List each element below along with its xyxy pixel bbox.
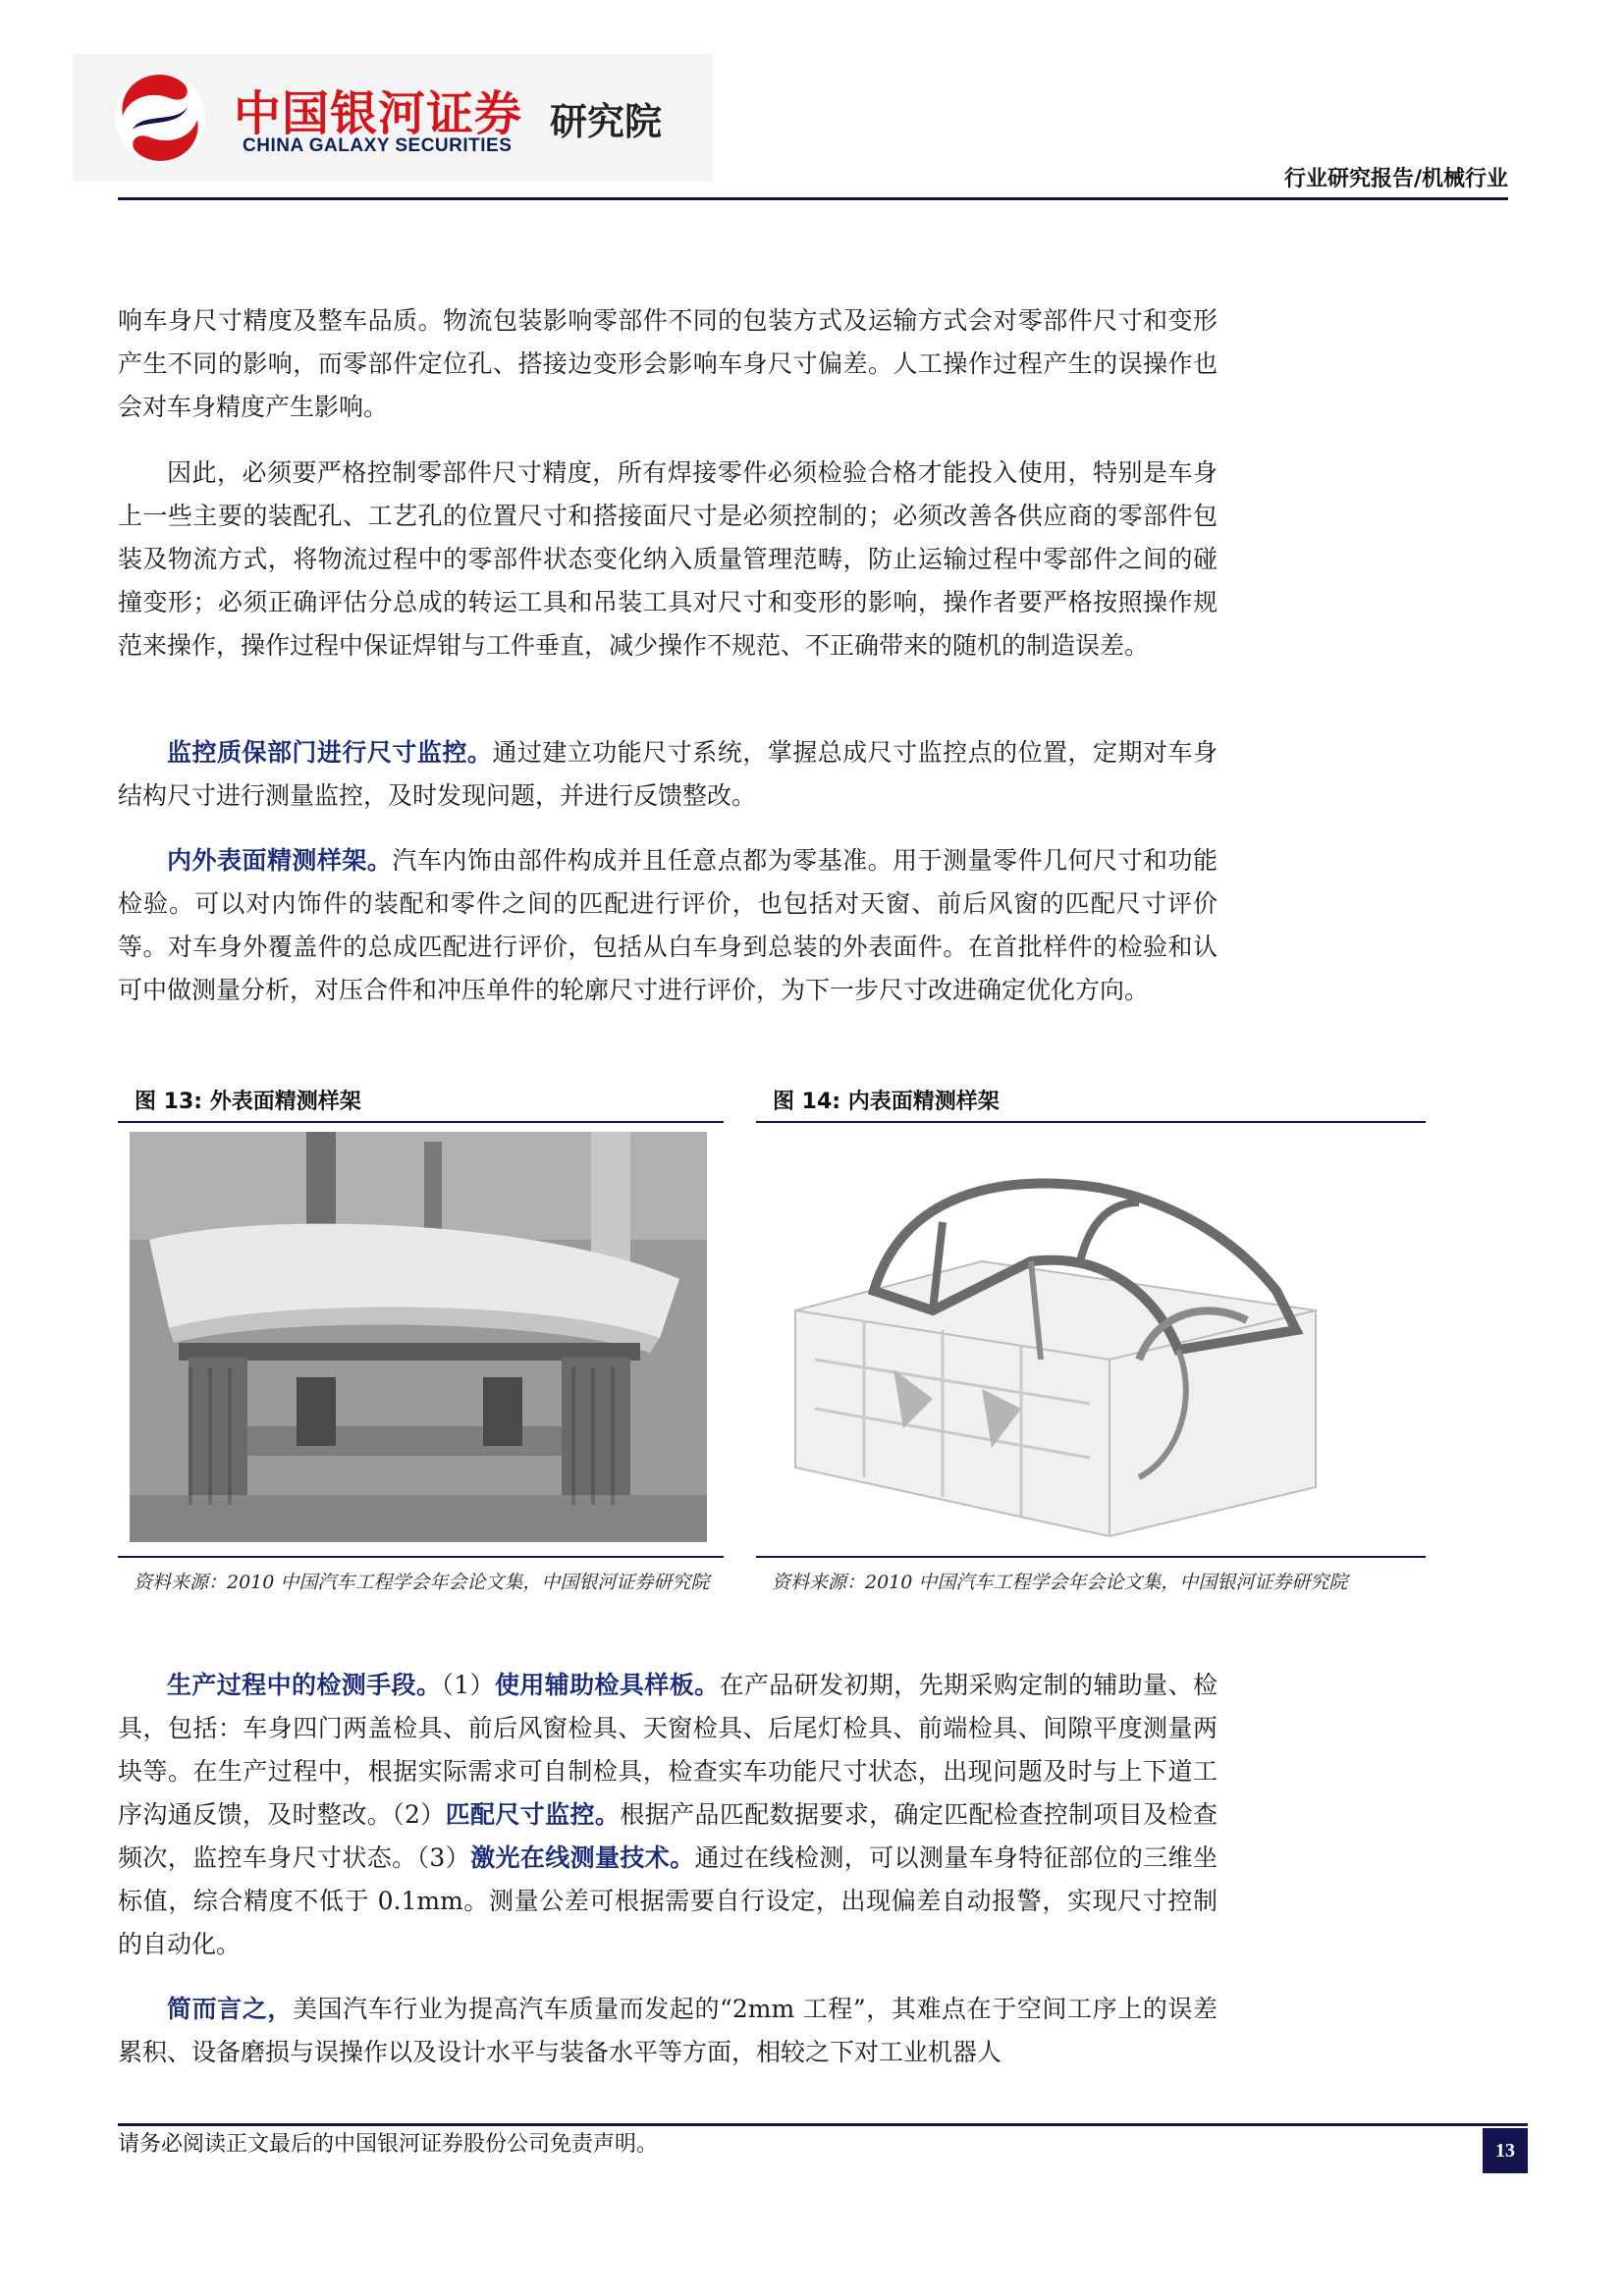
paragraph-6 [118, 1988, 1218, 2074]
paragraph-5-seg-e: 根据产品匹配数据要求，确定匹配检查控制项目及检查频次，监控车身尺寸状态。（3） [118, 1800, 1218, 1872]
paragraph-5-seg-d: 匹配尺寸监控。 [445, 1800, 621, 1829]
report-type: 行业研究报告/机械行业 [1283, 167, 1508, 191]
footer-disclaimer: 请务必阅读正文最后的中国银河证券股份公司免责声明。 [118, 2132, 659, 2157]
paragraph-1: 响车身尺寸精度及整车品质。物流包装影响零部件不同的包装方式及运输方式会对零部件尺寸和变形产生不同的影响，而零部件定位孔、搭接边变形会影响车身尺寸偏差。人工操作过程产生的误操作也会对车身精度产生影响。 [118, 306, 1218, 421]
figure-14-bottom-rule [756, 1556, 1426, 1558]
paragraph-5 [118, 1664, 1218, 1966]
header-divider [118, 197, 1508, 200]
figure-13-rule [118, 1121, 724, 1123]
figure-13-title: 图 13: 外表面精测样架 [135, 1090, 361, 1114]
paragraph-5-seg-c: 在产品研发初期，先期采购定制的辅助量、检具，包括：车身四门两盖检具、前后风窗检具、天窗检具、后尾灯检具、前端检具、间隙平度测量两块等。在生产过程中，根据实际需求可自制检具，检查实车功能尺寸状态，出现问题及时与上下道工序沟通反馈，及时整改。（2） [118, 1671, 1218, 1829]
paragraph-2: 因此，必须要严格控制零部件尺寸精度，所有焊接零件必须检验合格才能投入使用，特别是车身上一些主要的装配孔、工艺孔的位置尺寸和搭接面尺寸是必须控制的；必须改善各供应商的零部件包装及物流方式，将物流过程中的零部件状态变化纳入质量管理范畴，防止运输过程中零部件之间的碰撞变形；必须正确评估分总成的转运工具和吊装工具对尺寸和变形的影响，操作者要严格按照操作规范来操作，操作过程中保证焊钳与工件垂直，减少操作不规范、不正确带来的随机的制造误差。 [118, 458, 1218, 660]
figure-13-bottom-rule [118, 1556, 724, 1558]
logo-chinese-name: 中国银河证券 [234, 86, 523, 141]
paragraph-3-lead: 监控质保部门进行尺寸监控。 [167, 738, 493, 767]
paragraph-4 [118, 839, 1218, 1012]
paragraph-6-lead: 简而言之， [167, 1995, 293, 2023]
figure-14-title: 图 14: 内表面精测样架 [773, 1090, 1000, 1114]
figure-14-source: 资料来源：2010 中国汽车工程学会年会论文集，中国银河证券研究院 [772, 1572, 1348, 1593]
logo-english-name: CHINA GALAXY SECURITIES [243, 135, 513, 156]
paragraph-5-lead: 生产过程中的检测手段。 [167, 1671, 442, 1699]
institute-label: 研究院 [550, 100, 663, 143]
figure-14-rule [756, 1121, 1426, 1123]
inner-surface-fixture-illustration [785, 1163, 1327, 1548]
paragraph-3-body: 通过建立功能尺寸系统，掌握总成尺寸监控点的位置，定期对车身结构尺寸进行测量监控，及时发现问题，并进行反馈整改。 [118, 738, 1218, 810]
paragraph-5-seg-b: 使用辅助检具样板。 [494, 1671, 720, 1699]
figure-14-photo [785, 1163, 1327, 1548]
paragraph-5-seg-g: 通过在线检测，可以测量车身特征部位的三维坐标值，综合精度不低于 0.1mm。测量公差可根据需要自行设定，出现偏差自动报警，实现尺寸控制的自动化。 [118, 1843, 1218, 1958]
paragraph-6-body: 美国汽车行业为提高汽车质量而发起的“2mm 工程”，其难点在于空间工序上的误差累积、设备磨损与误操作以及设计水平与装备水平等方面，相较之下对工业机器人 [118, 1995, 1218, 2066]
figure-13-source: 资料来源：2010 中国汽车工程学会年会论文集，中国银河证券研究院 [134, 1572, 710, 1593]
footer-divider [118, 2123, 1528, 2126]
paragraph-4-body: 汽车内饰由部件构成并且任意点都为零基准。用于测量零件几何尺寸和功能检验。可以对内饰件的装配和零件之间的匹配进行评价，也包括对天窗、前后风窗的匹配尺寸评价等。对车身外覆盖件的总成匹配进行评价，包括从白车身到总装的外表面件。在首批样件的检验和认可中做测量分析，对压合件和冲压单件的轮廓尺寸进行评价，为下一步尺寸改进确定优化方向。 [118, 846, 1218, 1004]
page-number: 13 [1483, 2128, 1528, 2173]
figure-13-photo [130, 1132, 707, 1542]
paragraph-5-seg-a: （1） [441, 1671, 495, 1699]
paragraph-5-seg-f: 激光在线测量技术。 [470, 1843, 695, 1872]
outer-surface-fixture-illustration [130, 1132, 707, 1542]
galaxy-swirl-logo-icon [111, 69, 209, 167]
paragraph-4-lead: 内外表面精测样架。 [167, 846, 393, 875]
header-logo [74, 54, 712, 182]
paragraph-3 [118, 731, 1218, 818]
